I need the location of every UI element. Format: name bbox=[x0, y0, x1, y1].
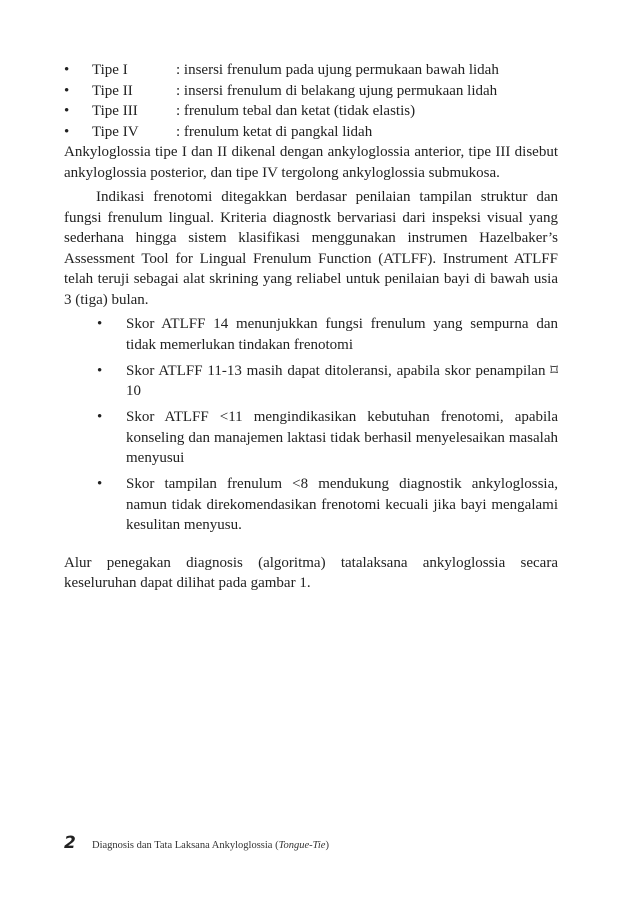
paragraph-types-summary: Ankyloglossia tipe I dan II dikenal dengan ankyloglossia anterior, tipe III disebut ankyloglossia posterior, dan tipe IV tergolong ankyloglossia submukosa. bbox=[64, 144, 558, 181]
type-description: : insersi frenulum di belakang ujung permukaan lidah bbox=[176, 82, 498, 99]
type-name: Tipe II bbox=[92, 82, 133, 99]
type-name: Tipe IV bbox=[92, 123, 139, 140]
running-title-suffix: ) bbox=[325, 840, 329, 851]
running-title-italic: Tongue-Tie bbox=[278, 840, 326, 851]
bullet-icon: • bbox=[97, 362, 103, 379]
type-list bbox=[64, 60, 558, 142]
list-item bbox=[64, 60, 558, 81]
type-name: Tipe I bbox=[92, 62, 128, 78]
criteria-text: Skor tampilan frenulum <8 mendukung diagnostik ankyloglossia, namun tidak direkomendasikan frenotomi kecuali jika bayi mengalami kesulitan menyusu. bbox=[126, 476, 558, 533]
paragraph-algorithm-reference: Alur penegakan diagnosis (algoritma) tatalaksana ankyloglossia secara keseluruhan dapat dilihat pada gambar 1. bbox=[64, 554, 558, 591]
bullet-icon: • bbox=[97, 409, 103, 425]
list-item bbox=[64, 314, 558, 355]
type-name: Tipe III bbox=[92, 103, 138, 119]
bullet-icon: • bbox=[64, 123, 70, 140]
page-footer bbox=[64, 833, 329, 853]
criteria-list bbox=[64, 314, 558, 536]
running-title-prefix: Diagnosis dan Tata Laksana Ankyloglossia ( bbox=[92, 840, 279, 851]
criteria-text: Skor ATLFF 14 menunjukkan fungsi frenulum yang sempurna dan tidak memerlukan tindakan frenotomi bbox=[126, 316, 558, 353]
list-item bbox=[64, 361, 558, 402]
type-description: : insersi frenulum pada ujung permukaan bawah lidah bbox=[176, 62, 499, 78]
bullet-icon: • bbox=[64, 82, 70, 99]
bullet-icon: • bbox=[97, 316, 103, 332]
list-item bbox=[64, 474, 558, 536]
type-description: : frenulum tebal dan ketat (tidak elastis) bbox=[176, 103, 416, 119]
paragraph-frenotomy-indication: Indikasi frenotomi ditegakkan berdasar penilaian tampilan struktur dan fungsi frenulum lingual. Kriteria diagnostk bervariasi dari inspeksi visual yang sederhana hingga sistem klasifikasi menggunakan instrumen Hazelbaker’s Assessment Tool for Lingual Frenulum Function (ATLFF). Instrument ATLFF telah teruji sebagai alat skrining yang reliabel untuk penilaian bayi di bawah usia 3 (tiga) bulan. bbox=[64, 189, 558, 308]
bullet-icon: • bbox=[97, 476, 103, 492]
bullet-icon: • bbox=[64, 103, 70, 119]
list-item bbox=[64, 81, 558, 102]
list-item bbox=[64, 122, 558, 143]
bullet-icon: • bbox=[64, 62, 70, 78]
running-title bbox=[92, 840, 329, 851]
criteria-text: Skor ATLFF <11 mengindikasikan kebutuhan frenotomi, apabila konseling dan manajemen laktasi tidak berhasil menyelesaikan masalah menyusui bbox=[126, 409, 558, 466]
list-item bbox=[64, 101, 558, 122]
page-number: 2 bbox=[64, 833, 76, 853]
type-description: : frenulum ketat di pangkal lidah bbox=[176, 123, 373, 140]
list-item bbox=[64, 407, 558, 469]
criteria-text: Skor ATLFF 11-13 masih dapat ditoleransi, apabila skor penampilan ⌑ 10 bbox=[126, 362, 558, 399]
page-body bbox=[64, 60, 558, 594]
